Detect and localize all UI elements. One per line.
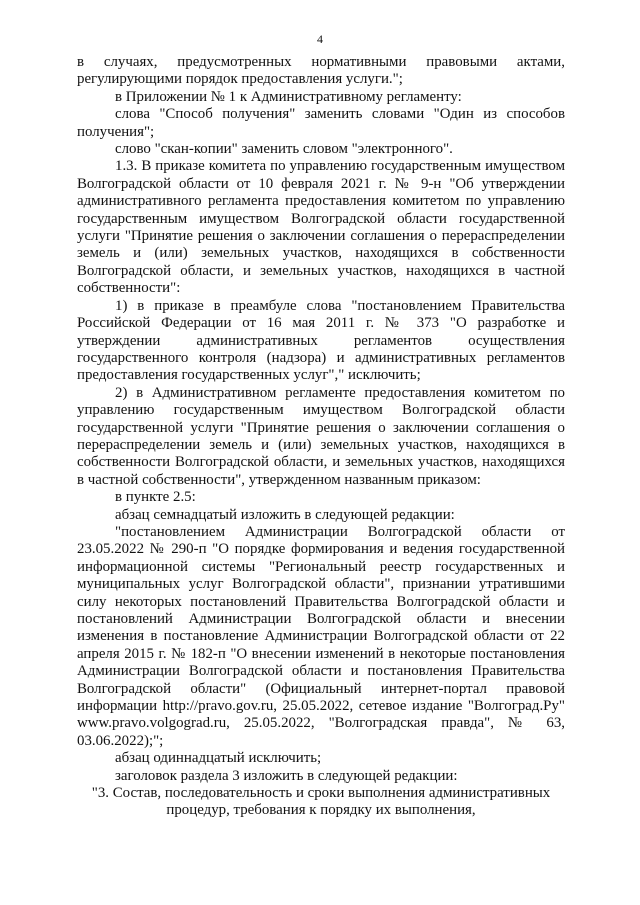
paragraph-7: 2) в Административном регламенте предоставления комитетом по управлению государственным имуществом Волгоградской области государственной услуги "Принятие решения о заключении соглашения о перераспределении земель и (или) земельных участков, находящихся в собственности Волгоградской области, и земельных участков, находящихся в частной собственности", утвержденном названным приказом: [77, 384, 565, 488]
paragraph-9: абзац семнадцатый изложить в следующей редакции: [115, 506, 455, 523]
paragraph-2: в Приложении № 1 к Административному регламенту: [115, 88, 462, 105]
paragraph-5: 1.3. В приказе комитета по управлению государственным имуществом Волгоградской области от 10 февраля 2021 г. № 9-н "Об утверждении административного регламента предоставления комитетом по управлению государственным имуществом Волгоградской области государственной услуги "Принятие решения о заключении соглашения о перераспределении земель и (или) земельных участков, находящихся в собственности Волгоградской области, и земельных участков, находящихся в частной собственности": [77, 158, 565, 297]
paragraph-3: слова "Способ получения" заменить словами "Один из способов получения"; [77, 106, 565, 140]
section-heading: "3. Состав, последовательность и сроки выполнения административных процедур, требования к порядку их выполнения, [91, 785, 551, 819]
document-body [77, 54, 565, 820]
paragraph-1: в случаях, предусмотренных нормативными правовыми актами, регулирующими порядок предоставления услуги."; [77, 54, 565, 88]
paragraph-12: заголовок раздела 3 изложить в следующей редакции: [115, 767, 458, 784]
paragraph-4: слово "скан-копии" заменить словом "электронного". [115, 141, 453, 158]
paragraph-11: абзац одиннадцатый исключить; [115, 750, 322, 767]
paragraph-6: 1) в приказе в преамбуле слова "постановлением Правительства Российской Федерации от 16 мая 2011 г. № 373 "О разработке и утверждении административных регламентов осуществления государственного контроля (надзора) и административных регламентов предоставления государственных услуг"," исключить; [77, 297, 565, 384]
paragraph-10: "постановлением Администрации Волгоградской области от 23.05.2022 № 290-п "О порядке формирования и ведения государственной информационной системы "Региональный реестр государственных и муниципальных услуг Волгоградской области", признании утратившими силу некоторых постановлений Правительства Волгоградской области и постановлений Администрации Волгоградской области и внесении изменения в постановление Администрации Волгоградской области от 22 апреля 2015 г. № 182-п "О внесении изменений в некоторые постановления Администрации Волгоградской области и постановления Правительства Волгоградской области" (Официальный интернет-портал правовой информации http://pravo.gov.ru, 25.05.2022, сетевое издание "Волгоград.Ру" www.pravo.volgograd.ru, 25.05.2022, "Волгоградская правда", № 63, 03.06.2022);"; [77, 523, 565, 749]
paragraph-8: в пункте 2.5: [115, 489, 196, 506]
page-number: 4 [317, 32, 323, 46]
